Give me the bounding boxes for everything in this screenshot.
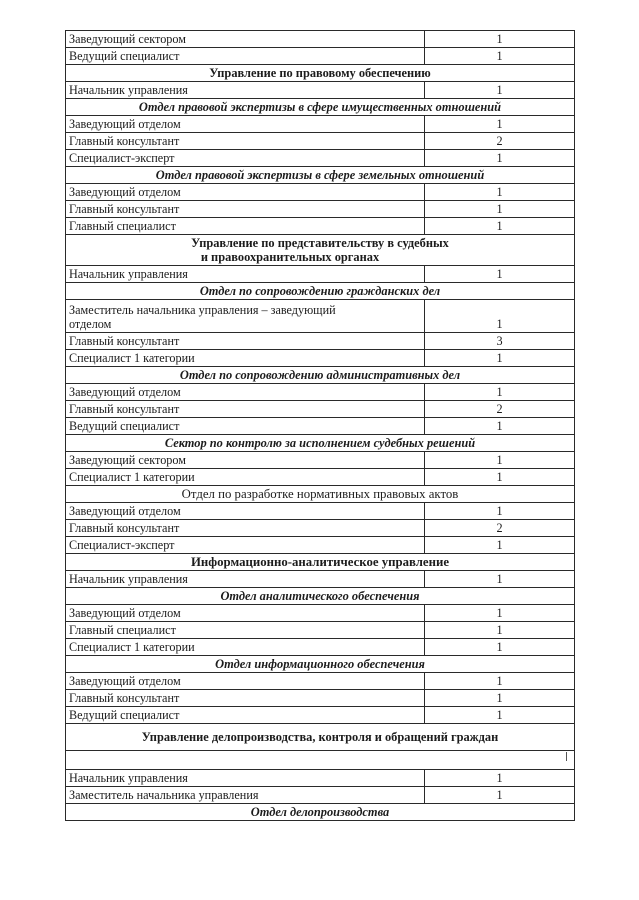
table-row: [66, 266, 575, 283]
position-count: 1: [425, 300, 575, 333]
table-row: [66, 622, 575, 639]
position-count: 1: [425, 639, 575, 656]
section-heading-line: Управление по представительству в судебных: [191, 236, 449, 250]
section-heading-row: [66, 486, 575, 503]
position-count: 1: [425, 707, 575, 724]
position-name: Главный консультант: [66, 201, 425, 218]
section-heading: Отдел аналитического обеспечения: [66, 588, 575, 605]
position-name: [66, 300, 425, 333]
table-row: [66, 184, 575, 201]
table-row: [66, 690, 575, 707]
position-name: Ведущий специалист: [66, 418, 425, 435]
table-row: [66, 333, 575, 350]
position-name: Главный специалист: [66, 218, 425, 235]
table-row: [66, 48, 575, 65]
position-name: Главный консультант: [66, 690, 425, 707]
section-heading: Информационно-аналитическое управление: [66, 554, 575, 571]
section-heading: Управление делопроизводства, контроля и обращений граждан: [66, 724, 575, 751]
position-name: Начальник управления: [66, 82, 425, 99]
position-name: Главный консультант: [66, 520, 425, 537]
spacer-cell: [66, 751, 575, 770]
position-count: 1: [425, 48, 575, 65]
section-heading: Отдел делопроизводства: [66, 804, 575, 821]
staff-table-body: [66, 31, 575, 821]
staff-table: [65, 30, 575, 821]
position-name: Специалист 1 категории: [66, 639, 425, 656]
section-heading-row: [66, 804, 575, 821]
section-heading-row: [66, 235, 575, 266]
table-row: [66, 150, 575, 167]
position-name: Заведующий сектором: [66, 31, 425, 48]
section-heading: Управление по правовому обеспечению: [66, 65, 575, 82]
table-row: [66, 384, 575, 401]
position-count: 1: [425, 503, 575, 520]
table-row: [66, 300, 575, 333]
document-page: [65, 30, 575, 821]
table-row: [66, 503, 575, 520]
position-count: 1: [425, 418, 575, 435]
table-row: [66, 770, 575, 787]
table-row: [66, 201, 575, 218]
position-count: 1: [425, 469, 575, 486]
position-count: 1: [425, 571, 575, 588]
position-count: 1: [425, 384, 575, 401]
section-heading: [66, 235, 575, 266]
position-name: Специалист-эксперт: [66, 537, 425, 554]
table-row: [66, 452, 575, 469]
table-row: [66, 605, 575, 622]
position-name: Заведующий отделом: [66, 184, 425, 201]
position-count: 1: [425, 452, 575, 469]
section-heading-row: [66, 656, 575, 673]
position-name: Главный специалист: [66, 622, 425, 639]
position-name: Главный консультант: [66, 133, 425, 150]
section-heading-row: [66, 588, 575, 605]
position-count: 1: [425, 116, 575, 133]
position-count: 1: [425, 770, 575, 787]
position-count: 1: [425, 82, 575, 99]
position-count: 1: [425, 150, 575, 167]
table-row: [66, 418, 575, 435]
position-count: 1: [425, 787, 575, 804]
table-row: [66, 116, 575, 133]
position-name: Начальник управления: [66, 770, 425, 787]
table-row: [66, 218, 575, 235]
section-heading: Сектор по контролю за исполнением судебных решений: [66, 435, 575, 452]
position-name-line: Заместитель начальника управления – заведующий: [69, 303, 336, 317]
position-name: Ведущий специалист: [66, 48, 425, 65]
section-heading: Отдел по сопровождению административных дел: [66, 367, 575, 384]
scan-mark: [566, 752, 567, 761]
position-name: Заведующий отделом: [66, 503, 425, 520]
position-name: Специалист 1 категории: [66, 350, 425, 367]
position-name: Заведующий отделом: [66, 605, 425, 622]
table-row: [66, 673, 575, 690]
position-count: 1: [425, 201, 575, 218]
section-heading-row: [66, 65, 575, 82]
position-name: Заведующий отделом: [66, 384, 425, 401]
section-heading-row: [66, 554, 575, 571]
table-row: [66, 82, 575, 99]
table-row: [66, 31, 575, 48]
table-row: [66, 639, 575, 656]
position-count: 1: [425, 31, 575, 48]
table-row: [66, 350, 575, 367]
position-name: Заведующий сектором: [66, 452, 425, 469]
table-row: [66, 520, 575, 537]
position-count: 1: [425, 184, 575, 201]
position-count: 2: [425, 520, 575, 537]
section-heading: Отдел информационного обеспечения: [66, 656, 575, 673]
position-count: 1: [425, 350, 575, 367]
position-count: 1: [425, 690, 575, 707]
position-name: Начальник управления: [66, 266, 425, 283]
position-count: 1: [425, 673, 575, 690]
section-heading-row: [66, 367, 575, 384]
position-count: 1: [425, 622, 575, 639]
section-heading-row: [66, 724, 575, 751]
section-heading-row: [66, 99, 575, 116]
table-row: [66, 707, 575, 724]
position-name: Заместитель начальника управления: [66, 787, 425, 804]
position-name: Специалист 1 категории: [66, 469, 425, 486]
position-count: 1: [425, 605, 575, 622]
position-name: Ведущий специалист: [66, 707, 425, 724]
position-count: 2: [425, 401, 575, 418]
position-count: 3: [425, 333, 575, 350]
table-row: [66, 537, 575, 554]
position-name: Начальник управления: [66, 571, 425, 588]
position-name-line: отделом: [69, 317, 112, 331]
table-row: [66, 133, 575, 150]
position-name: Главный консультант: [66, 401, 425, 418]
position-name: Заведующий отделом: [66, 116, 425, 133]
position-count: 1: [425, 266, 575, 283]
position-count: 1: [425, 218, 575, 235]
section-heading-row: [66, 435, 575, 452]
table-row: [66, 787, 575, 804]
section-heading: Отдел по сопровождению гражданских дел: [66, 283, 575, 300]
spacer-row: [66, 751, 575, 770]
table-row: [66, 469, 575, 486]
position-count: 2: [425, 133, 575, 150]
section-heading: Отдел по разработке нормативных правовых актов: [66, 486, 575, 503]
table-row: [66, 571, 575, 588]
position-name: Главный консультант: [66, 333, 425, 350]
section-heading: Отдел правовой экспертизы в сфере имущественных отношений: [66, 99, 575, 116]
section-heading-row: [66, 283, 575, 300]
section-heading-line: и правоохранительных органах: [200, 250, 380, 264]
position-count: 1: [425, 537, 575, 554]
position-name: Специалист-эксперт: [66, 150, 425, 167]
section-heading: Отдел правовой экспертизы в сфере земельных отношений: [66, 167, 575, 184]
table-row: [66, 401, 575, 418]
section-heading-row: [66, 167, 575, 184]
position-name: Заведующий отделом: [66, 673, 425, 690]
